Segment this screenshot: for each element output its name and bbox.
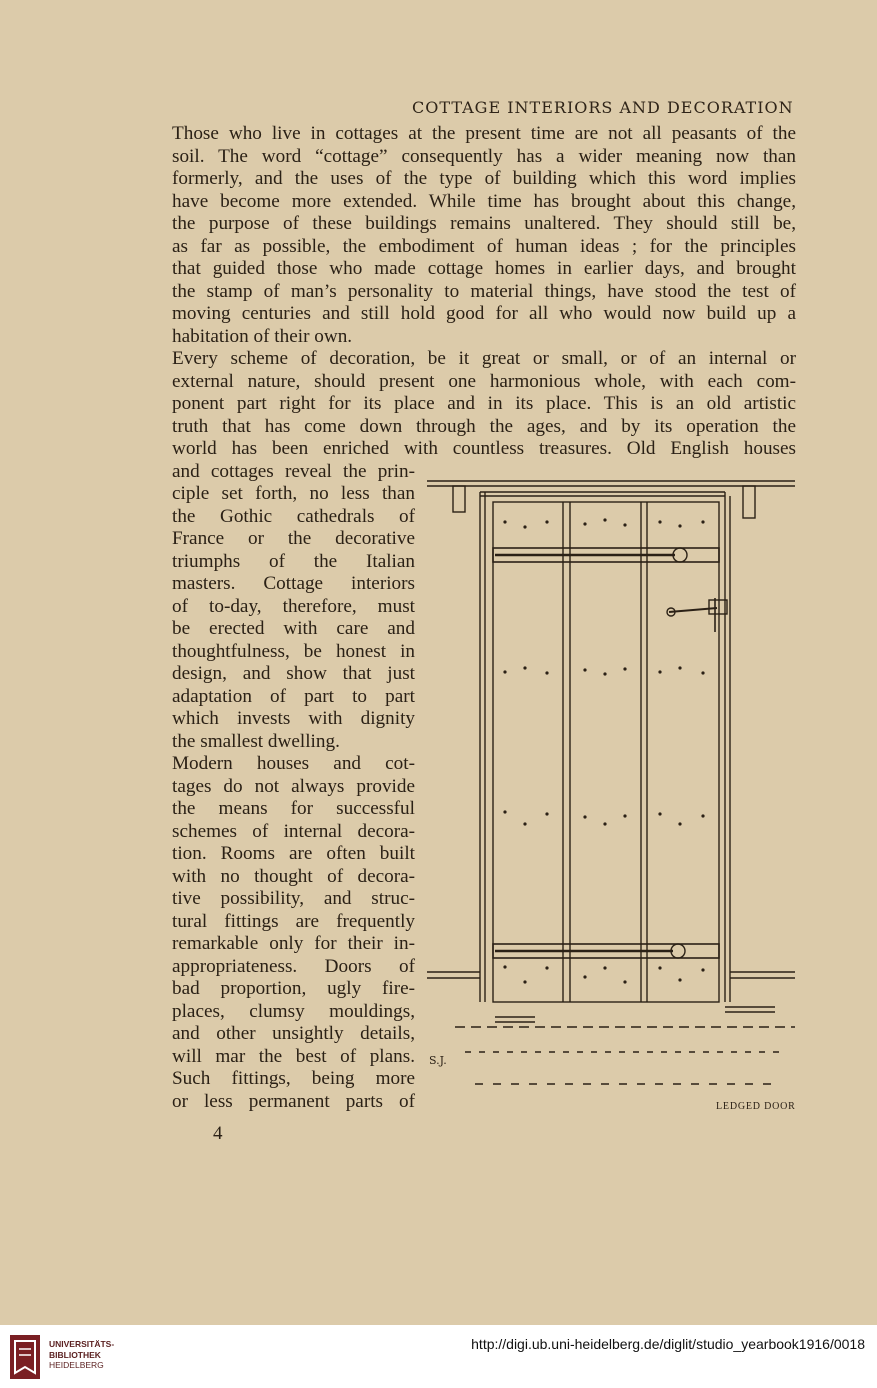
text-line: truth that has come down through the ages, and by its operation the: [172, 416, 796, 437]
text-line: Modern houses and cot-: [172, 753, 415, 774]
text-line: the means for successful: [172, 798, 415, 819]
text-line: design, and show that just: [172, 663, 415, 684]
text-line: schemes of internal decora-: [172, 821, 415, 842]
text-line: and other unsightly details,: [172, 1023, 415, 1044]
library-line: BIBLIOTHEK: [49, 1349, 101, 1360]
text-line: the Gothic cathedrals of: [172, 506, 415, 527]
viewer-footer: [0, 1325, 877, 1388]
text-line: ponent part right for its place and in its place. This is an old artistic: [172, 393, 796, 414]
text-line: Every scheme of decoration, be it great or small, or of an internal or: [172, 348, 796, 369]
text-line: appropriateness. Doors of: [172, 956, 415, 977]
text-line: with no thought of decora-: [172, 866, 415, 887]
text-line: moving centuries and still hold good for all who would now build up a: [172, 303, 796, 324]
text-line: habitation of their own.: [172, 326, 353, 347]
text-line: will mar the best of plans.: [172, 1046, 415, 1067]
text-line: triumphs of the Italian: [172, 551, 415, 572]
ledged-door-illustration: [425, 472, 797, 1097]
text-line: the stamp of man’s personality to material things, have stood the test of: [172, 281, 796, 302]
page-number: 4: [213, 1123, 223, 1144]
library-name: [49, 1339, 114, 1371]
library-line: HEIDELBERG: [49, 1360, 104, 1370]
text-line: bad proportion, ugly fire-: [172, 978, 415, 999]
text-line: Those who live in cottages at the present time are not all peasants of the: [172, 123, 796, 144]
text-line: be erected with care and: [172, 618, 415, 639]
text-line: that guided those who made cottage homes in earlier days, and brought: [172, 258, 796, 279]
text-line: have become more extended. While time has brought about this change,: [172, 191, 796, 212]
permalink-url[interactable]: http://digi.ub.uni-heidelberg.de/diglit/studio_yearbook1916/0018: [471, 1336, 865, 1352]
text-line: of to-day, therefore, must: [172, 596, 415, 617]
text-line: thoughtfulness, be honest in: [172, 641, 415, 662]
text-line: tural fittings are frequently: [172, 911, 415, 932]
text-line: France or the decorative: [172, 528, 415, 549]
text-line: ciple set forth, no less than: [172, 483, 415, 504]
text-line: world has been enriched with countless treasures. Old English houses: [172, 438, 796, 459]
text-line: as far as possible, the embodiment of human ideas ; for the principles: [172, 236, 796, 257]
text-line: the smallest dwelling.: [172, 731, 340, 752]
text-line: the purpose of these buildings remains unaltered. They should still be,: [172, 213, 796, 234]
running-head: COTTAGE INTERIORS AND DECORATION: [412, 98, 794, 117]
text-line: Such fittings, being more: [172, 1068, 415, 1089]
library-line: UNIVERSITÄTS-: [49, 1339, 115, 1349]
library-logo-icon: [10, 1335, 40, 1379]
text-line: soil. The word “cottage” consequently has a wider meaning now than: [172, 146, 796, 167]
text-line: formerly, and the uses of the type of building which this word implies: [172, 168, 796, 189]
artist-signature: S.J.: [429, 1054, 447, 1067]
text-line: places, clumsy mouldings,: [172, 1001, 415, 1022]
text-line: adaptation of part to part: [172, 686, 415, 707]
text-line: tion. Rooms are often built: [172, 843, 415, 864]
text-line: tages do not always provide: [172, 776, 415, 797]
text-line: and cottages reveal the prin-: [172, 461, 415, 482]
figure-caption: LEDGED DOOR: [716, 1101, 796, 1112]
text-line: which invests with dignity: [172, 708, 415, 729]
text-line: masters. Cottage interiors: [172, 573, 415, 594]
text-line: remarkable only for their in-: [172, 933, 415, 954]
text-line: external nature, should present one harmonious whole, with each com-: [172, 371, 796, 392]
text-line: tive possibility, and struc-: [172, 888, 415, 909]
text-line: or less permanent parts of: [172, 1091, 415, 1112]
